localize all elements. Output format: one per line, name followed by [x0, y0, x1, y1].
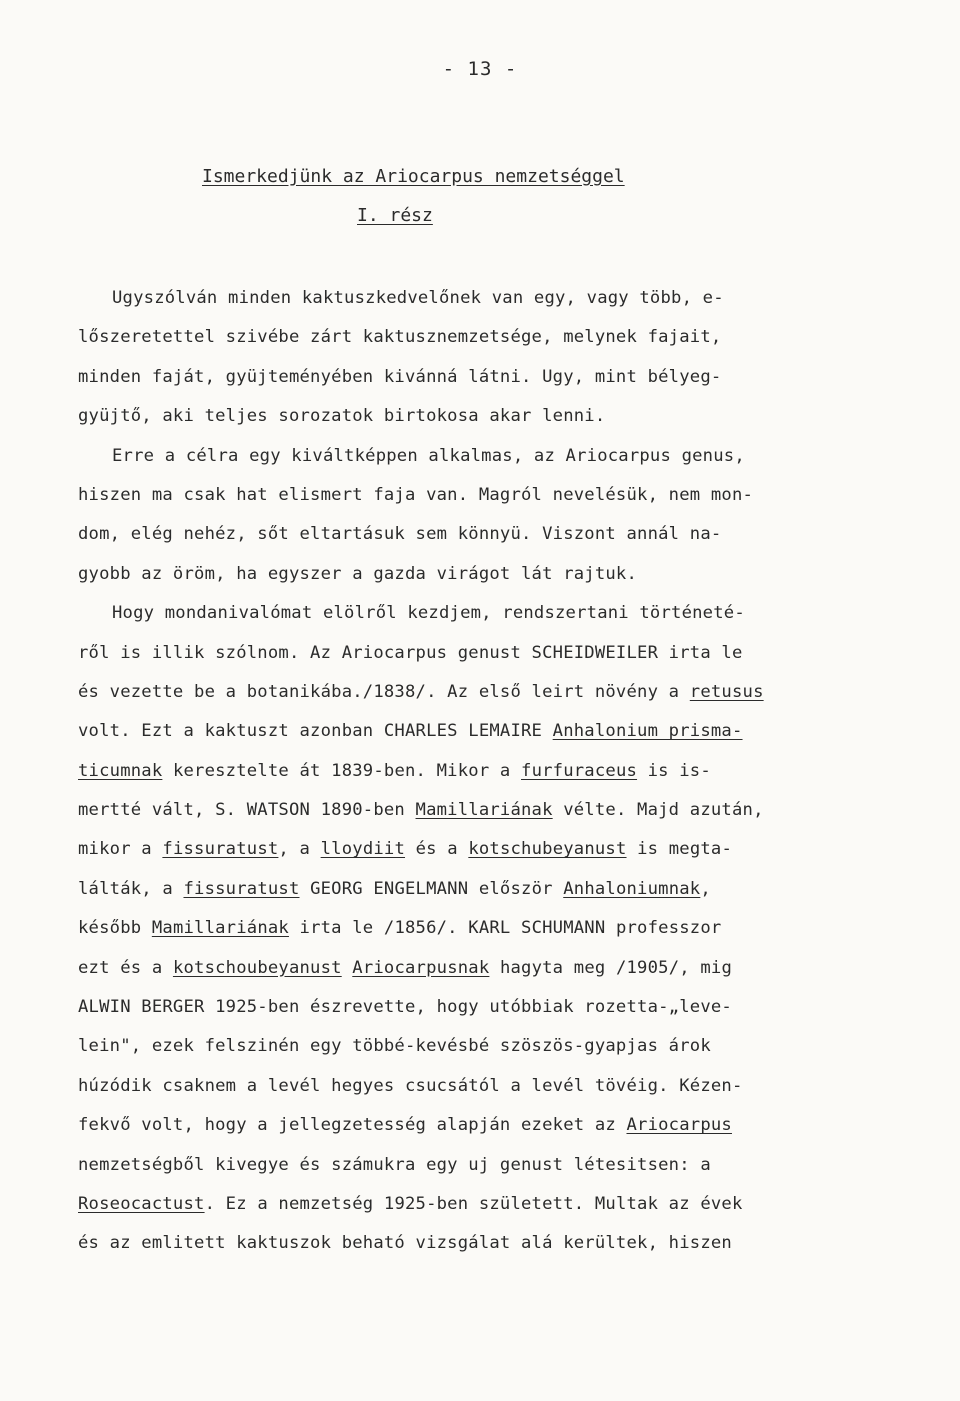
text-line: [78, 1073, 878, 1112]
text-segment: ezt és a: [78, 957, 173, 978]
text-line: [78, 836, 878, 875]
text-segment: is megta-: [626, 839, 733, 860]
text-segment: ,: [700, 878, 711, 899]
text-segment: nemzetségből kivegye és számukra egy uj genust létesitsen: a: [78, 1154, 711, 1175]
text-segment: fekvő volt, hogy a jellegzetesség alapján ezeket az: [78, 1115, 627, 1136]
text-segment: és vezette be a botanikába./1838/. Az első leirt növény a: [78, 681, 690, 702]
text-segment: hiszen ma csak hat elismert faja van. Magról nevelésük, nem mon-: [78, 484, 754, 505]
underlined-term: Ariocarpusnak: [352, 957, 490, 978]
text-segment: minden faját, gyüjteményében kivánná látni. Ugy, mint bélyeg-: [78, 366, 722, 387]
text-segment: lein", ezek felszinén egy többé-kevésbé szöszös-gyapjas árok: [78, 1036, 711, 1057]
underlined-term: kotschubeyanust: [468, 839, 627, 860]
text-segment: mikor a: [78, 839, 163, 860]
text-line: [78, 1152, 878, 1191]
text-segment: mertté vált, S. WATSON 1890-ben: [78, 800, 416, 821]
text-line: [78, 1033, 878, 1072]
text-line: [78, 403, 878, 442]
text-line: [78, 955, 878, 994]
text-segment: gyüjtő, aki teljes sorozatok birtokosa akar lenni.: [78, 406, 606, 427]
text-segment: ALWIN BERGER 1925-ben észrevette, hogy utóbbiak rozetta-„leve-: [78, 997, 732, 1018]
text-segment: később: [78, 918, 152, 939]
text-segment: keresztelte át 1839-ben. Mikor a: [162, 760, 522, 781]
text-segment: Hogy mondanivalómat elölről kezdjem, rendszertani történeté-: [112, 603, 745, 624]
text-segment: lálták, a: [78, 878, 184, 899]
text-line: [78, 679, 878, 718]
text-line: [78, 561, 878, 600]
underlined-term: Roseocactust: [78, 1193, 205, 1214]
underlined-term: ticumnak: [78, 760, 163, 781]
underlined-term: retusus: [689, 681, 764, 702]
text-segment: , a: [278, 839, 321, 860]
text-segment: . Ez a nemzetség 1925-ben született. Multak az évek: [204, 1193, 743, 1214]
text-segment: GEORG ENGELMANN először: [299, 878, 564, 899]
text-segment: ről is illik szólnom. Az Ariocarpus genust SCHEIDWEILER irta le: [78, 642, 743, 663]
text-line: [78, 994, 878, 1033]
article-title: Ismerkedjünk az Ariocarpus nemzetséggel: [202, 166, 625, 187]
text-line: [78, 797, 878, 836]
text-line: [78, 1191, 878, 1230]
article-body: [78, 285, 878, 1270]
underlined-term: kotschoubeyanust: [172, 957, 342, 978]
underlined-term: Anhaloniumnak: [563, 878, 701, 899]
text-segment: vélte. Majd azután,: [552, 800, 764, 821]
text-line: [78, 640, 878, 679]
text-segment: hagyta meg /1905/, mig: [489, 957, 732, 978]
text-line: [78, 364, 878, 403]
text-line: [78, 915, 878, 954]
underlined-term: fissuratust: [162, 839, 279, 860]
text-segment: Ugyszólván minden kaktuszkedvelőnek van egy, vagy több, e-: [112, 288, 724, 308]
underlined-term: fissuratust: [183, 878, 300, 899]
text-line: [78, 718, 878, 757]
text-line: [78, 876, 878, 915]
underlined-term: furfuraceus: [521, 760, 638, 781]
underlined-term: lloydiit: [320, 839, 406, 860]
text-line: [78, 285, 878, 324]
underlined-term: Mamillariának: [415, 800, 553, 821]
text-segment: és az emlitett kaktuszok beható vizsgálat alá kerültek, hiszen: [78, 1233, 732, 1254]
page-number: - 13 -: [442, 58, 518, 80]
underlined-term: Ariocarpus: [626, 1115, 732, 1136]
text-line: [78, 1230, 878, 1269]
text-line: [78, 600, 878, 639]
text-line: [78, 324, 878, 363]
text-line: [78, 443, 878, 482]
text-line: [78, 758, 878, 797]
text-segment: irta le /1856/. KARL SCHUMANN professzor: [288, 918, 722, 939]
underlined-term: Anhalonium prisma-: [552, 721, 743, 742]
text-segment: Erre a célra egy kiváltképpen alkalmas, az Ariocarpus genus,: [112, 445, 745, 466]
text-segment: [342, 958, 353, 978]
underlined-term: Mamillariának: [151, 918, 289, 939]
text-segment: dom, elég nehéz, sőt eltartásuk sem könnyü. Viszont annál na-: [78, 524, 722, 545]
text-line: [78, 482, 878, 521]
text-segment: is is-: [637, 760, 711, 781]
text-segment: húzódik csaknem a levél hegyes csucsától a levél tövéig. Kézen-: [78, 1075, 743, 1096]
article-subtitle: I. rész: [357, 205, 433, 226]
text-segment: lőszeretettel szivébe zárt kaktusznemzetsége, melynek fajait,: [78, 327, 722, 348]
text-line: [78, 521, 878, 560]
text-segment: volt. Ezt a kaktuszt azonban CHARLES LEMAIRE: [78, 721, 553, 742]
text-segment: és a: [405, 839, 469, 860]
text-segment: gyobb az öröm, ha egyszer a gazda virágot lát rajtuk.: [78, 563, 638, 584]
text-line: [78, 1112, 878, 1151]
